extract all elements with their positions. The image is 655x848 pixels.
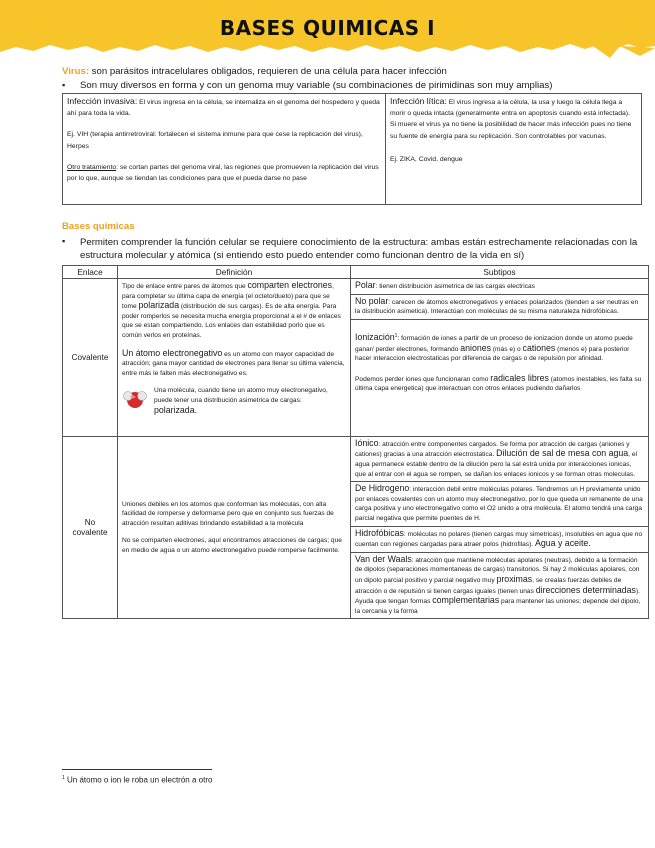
virus-label: Virus: (62, 66, 90, 77)
header-definicion: Definición (118, 266, 351, 279)
bases-heading: Bases químicas (62, 221, 135, 232)
noncovalent-row (63, 436, 649, 481)
lytic-heading: Infección lítica: (389, 96, 447, 106)
bonds-table (62, 265, 649, 619)
virus-bullet-text: Son muy diversos en forma y con un genoma muy variable (su combinaciones de pirimidinas son muy amplias) (80, 80, 553, 91)
bases-bullet-text: Permiten comprender la función celular se requiere conocimiento de la estructura: ambas están estrechamente relacionadas con la estructura molecular y atómica (si entiendo esto puedo entender como funcionan dentro de la vida en sí) (80, 237, 638, 261)
lytic-infection-cell: Infección lítica: El virus ingresa a la célula, la usa y luego la célula llega a morir o queda intacta (generalmente entra en apoptosis cuando está infectada). Si muere el virus ya no tiene la posibilidad de hacer más infección pues no tiene su fuente de energía para su replicación. Son controlables por vacunas. Ej. ZIKA, Covid, dengue (385, 94, 641, 205)
virus-infection-table (62, 93, 642, 205)
subtype-hidrogeno: De Hidrogeno: interacción debil entre moléculas polares. Tendremos un H previamente unido por enlaces covalentes con un atomo muy electronegativo, por lo que queda un remanente de una carga positiva y uno electronegativo como el O2 unido a otra molécula. El atomo tendrá una carga parcial negativa que permite puentes de H. (351, 482, 649, 526)
subtype-hidrofobicas: Hidrofóbicas: moléculas no polares (tienen cargas muy simetricas), insolubles en agua que no cuentan con regiones cargadas para atraer polos (hidrofilas). Agua y aceite. (351, 526, 649, 552)
invasive-heading: Infección invasiva: (67, 96, 138, 106)
other-treatment: Otro tratamiento: se cortan partes del genoma viral, las regiones que promueven la replicación del virus por lo que, aunque se tiendan las condiciones para que el pueda darse no pase (67, 163, 379, 183)
invasive-infection-cell: Infección invasiva: El virus ingresa en la célula, se internaliza en el genoma del hospedero y queda ahí para toda la vida. Ej. VIH (terapia antirretroviral: fortalecen el sistema inmune para que cese la replicación del virus), Herpes Otro tratamiento: se cortan partes del genoma viral, las regiones que promueven la replicación del virus por lo que, aunque se tiendan las condiciones para que el pueda darse no pase (63, 94, 386, 205)
footnote-divider (62, 769, 212, 770)
noncovalent-label: No covalente (63, 436, 118, 619)
covalent-label: Covalente (63, 279, 118, 437)
subtype-polar: Polar: tienen distribución asimetrica de las cargas electricas (351, 279, 649, 295)
invasive-example: Ej. VIH (terapia antirretroviral: fortalecen el sistema inmune para que cese la replicación del virus), Herpes (67, 131, 363, 150)
virus-intro: Virus: son parásitos intracelulares obligados, requieren de una célula para hacer infección (62, 66, 447, 77)
subtype-ionico: Iónico: atracción entre componentes cargados. Se forma por atracción de cargas (aniones y cationes) gracias a una atracción electrostatica. Dilución de sal de mesa con agua, el agua permanece estable dentro de la dilución pero la sal estrá unida por interacciones ionicas, que al entrar con el agua se rompen, se dañan los enlaces ionicos y se forman otras moleculas. (351, 436, 649, 481)
header-enlace: Enlace (63, 266, 118, 279)
bonds-table-header (63, 266, 649, 279)
header-subtipos: Subtipos (351, 266, 649, 279)
bullet-icon: ▪ (62, 236, 66, 246)
page-title: BASES QUIMICAS I (219, 16, 436, 40)
covalent-definition: Tipo de enlace entre pares de átomos que comparten electrones, para completar su última capa de energía (el octeto/dueto) para que se tome polarizada (distribución de sus cargas). Es de alta energía. Para poder romperlos se necesita mucha energía proporcional a el # de enlaces que se estan compartiendo. Los enlaces dan estabilidad porlo que es común verlos en proteínas. Un átomo electronegativo es un atomo con mayor capacidad de atracción; gana mayor cantidad de electrones para llenar su última valencia, entre más le falten más electronegativo es. Una molécula, cuando tiene un atomo muy electronegativo, puede tener una distribución asimetrica de cargas: polarizada. (118, 279, 351, 437)
noncovalent-definition: Uniones debiles en los atomos que conforman las moléculas, con alta facilidad de romperse y deformarse pero que en conjunto sus fuerzas de atracción resultan aditivas brindando estabilidad a la molécula No se comparten electrones, aquí encontramos atracciones de cargas; que en medio de agua o un atomo electronegativo puede romperse facilmente. (118, 436, 351, 619)
subtype-no-polar: No polar: carecen de átomos electronegativos y enlaces polarizados (tienden a ser neutras en la distribución asimetica). Interactúan con moléculas de su misma naturaleza hidrofóbicas. (351, 294, 649, 319)
covalent-row (63, 279, 649, 295)
bullet-icon: ▪ (62, 80, 66, 90)
molecule-icon (122, 388, 148, 410)
lytic-example: Ej. ZIKA, Covid, dengue (389, 155, 463, 163)
footnote: $^1$ Un átomo o ion le roba un electrón a otro (62, 775, 213, 785)
subtype-ionizacion: Ionización$^1$: formación de iones a partir de un proceso de ionizacion donde un atomo puede ganar/ perder electrones, formando aniones (más e) o cationes (menos e) para posterior hacer interaccion electrostaticas por diferencia de cargas o de repulsión por afinidad. Podemos perder iones que funcionaran como radicales libres (atomos inestables, les falta su última capa energetica) que interactuan con otros enlaces pudiendo dañarlos (351, 319, 649, 436)
subtype-van-der-waals: Van der Waals: atracción que mantiene moléculas apolares (neutras), debido a la formación de dipolos (separaciones momentaneas de cargas) transitorios. Si hay 2 moléculas apolares, con un dipolo parcial positivo y parcial negativo muy proximas, se crealas fuerzas debiles de atracción o de repulsión si tienen cargas iguales (tienen unas direcciones determinadas). Ayuda que tengan formas complementarias para mantener las uniones; depende del dipolo, la cercania y la forma (351, 552, 649, 619)
